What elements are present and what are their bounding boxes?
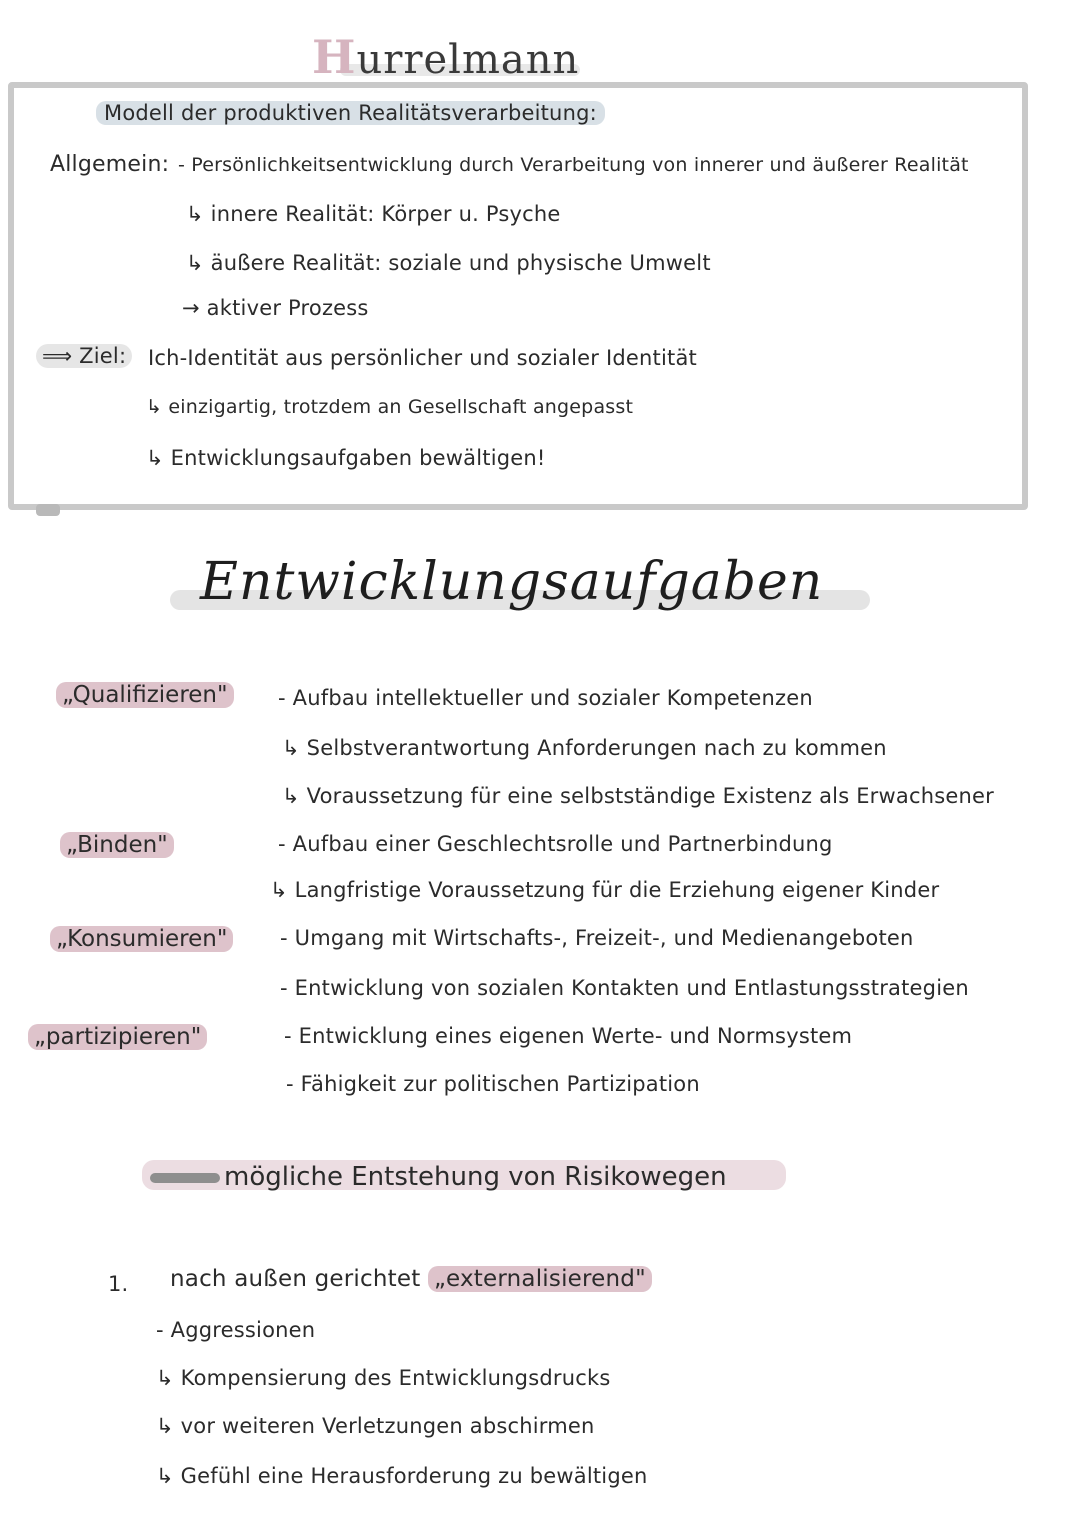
task-line: - Umgang mit Wirtschafts-, Freizeit-, und Medienangeboten bbox=[280, 926, 914, 950]
task-line: - Fähigkeit zur politischen Partizipation bbox=[286, 1072, 700, 1096]
task-line: - Aufbau intellektueller und sozialer Kompetenzen bbox=[278, 686, 813, 710]
conclusion-text: mögliche Entstehung von Risikowegen bbox=[224, 1162, 727, 1192]
title-rest: urrelmann bbox=[356, 37, 580, 83]
risk-item: ↳ vor weiteren Verletzungen abschirmen bbox=[156, 1414, 595, 1438]
innere-realitaet: ↳ innere Realität: Körper u. Psyche bbox=[186, 202, 561, 226]
risk-number: 1. bbox=[108, 1272, 129, 1296]
task-line: ↳ Voraussetzung für eine selbstständige Existenz als Erwachsener bbox=[282, 784, 994, 808]
conclusion bbox=[150, 1162, 727, 1192]
risk-title-tag: „externalisierend" bbox=[428, 1266, 652, 1292]
ziel-label: ⟹ Ziel: bbox=[36, 344, 132, 368]
double-arrow-icon bbox=[150, 1173, 220, 1183]
box-tab bbox=[36, 504, 60, 516]
task-line: - Entwicklung eines eigenen Werte- und Normsystem bbox=[284, 1024, 853, 1048]
task-label-partizipieren: „partizipieren" bbox=[28, 1024, 207, 1050]
allgemein-label: Allgemein: bbox=[50, 152, 170, 177]
risk-title-text: nach außen gerichtet bbox=[170, 1266, 421, 1292]
task-label-konsumieren: „Konsumieren" bbox=[50, 926, 233, 952]
section-heading: Entwicklungsaufgaben bbox=[200, 552, 824, 612]
task-line: - Aufbau einer Geschlechtsrolle und Partnerbindung bbox=[278, 832, 833, 856]
title-first-letter: H bbox=[312, 30, 357, 84]
aeussere-realitaet: ↳ äußere Realität: soziale und physische Umwelt bbox=[186, 251, 711, 275]
ziel-sub-1: ↳ einzigartig, trotzdem an Gesellschaft angepasst bbox=[146, 396, 634, 418]
risk-title bbox=[170, 1266, 652, 1292]
risk-item: ↳ Gefühl eine Herausforderung zu bewältigen bbox=[156, 1464, 648, 1488]
ziel-sub-2: ↳ Entwicklungsaufgaben bewältigen! bbox=[146, 446, 546, 470]
task-label-qualifizieren: „Qualifizieren" bbox=[56, 682, 234, 708]
risk-item: - Aggressionen bbox=[156, 1318, 316, 1342]
page-title bbox=[312, 30, 579, 84]
task-label-binden: „Binden" bbox=[60, 832, 174, 858]
task-line: ↳ Langfristige Voraussetzung für die Erziehung eigener Kinder bbox=[270, 878, 940, 902]
task-line: - Entwicklung von sozialen Kontakten und Entlastungsstrategien bbox=[280, 976, 969, 1000]
task-line: ↳ Selbstverantwortung Anforderungen nach zu kommen bbox=[282, 736, 887, 760]
aktiver-prozess: → aktiver Prozess bbox=[182, 296, 369, 320]
ziel-text: Ich-Identität aus persönlicher und sozialer Identität bbox=[148, 346, 697, 370]
risk-item: ↳ Kompensierung des Entwicklungsdrucks bbox=[156, 1366, 611, 1390]
allgemein-text: - Persönlichkeitsentwicklung durch Verarbeitung von innerer und äußerer Realität bbox=[178, 154, 969, 176]
model-heading: Modell der produktiven Realitätsverarbeitung: bbox=[96, 101, 605, 125]
